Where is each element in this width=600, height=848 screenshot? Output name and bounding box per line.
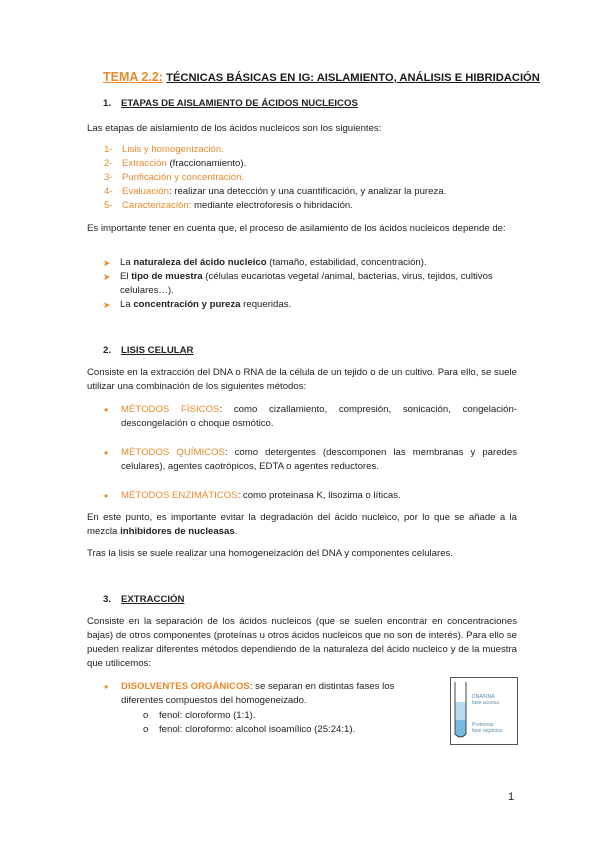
document-title bbox=[103, 70, 540, 85]
section-heading-1 bbox=[103, 97, 358, 111]
paragraph: Consiste en la extracción del DNA o RNA de la célula de un tejido o de un cultivo. Para ello, se suele utilizar una combinación de los siguientes métodos: bbox=[87, 367, 517, 392]
section-heading-2 bbox=[103, 344, 194, 358]
paragraph: Consiste en la separación de los ácidos nucleicos (que se suelen encontrar en concentraciones bajas) de otros componentes (proteínas u otros ácidos nucleicos que no son de interés). Para ello se pueden realizar diferentes métodos dependiendo de la naturaleza del ácido nucleico y de la muestra que utilicemos: bbox=[87, 616, 517, 669]
paragraph: En este punto, es importante evitar la degradación del ácido nucleico, por lo que se añade a la mezcla inhibidores de nucleasas. bbox=[87, 512, 517, 537]
paragraph: Tras la lisis se suele realizar una homogeneización del DNA y componentes celulares. bbox=[87, 548, 453, 559]
title-text: TÉCNICAS BÁSICAS EN IG: AISLAMIENTO, ANÁLISIS E HIBRIDACIÓN bbox=[166, 72, 540, 84]
bullet-dot-icon: • bbox=[104, 403, 109, 417]
section-title: ETAPAS DE AISLAMIENTO DE ÁCIDOS NUCLEICOS bbox=[121, 98, 358, 109]
section-title: LISIS CELULAR bbox=[121, 345, 194, 356]
sub-list-item: o fenol: cloroformo (1:1). bbox=[143, 710, 256, 721]
list-item: 2- Extracción (fraccionamiento). bbox=[104, 158, 247, 169]
list-item: 4- Evaluación: realizar una detección y una cuantificación, y analizar la pureza. bbox=[104, 186, 447, 197]
arrow-bullet-icon: ➤ bbox=[103, 272, 111, 282]
list-item: 5- Caracterización: mediante electroforesis o hibridación. bbox=[104, 200, 353, 211]
tube-label: fase acuosa bbox=[472, 700, 499, 706]
bullet-dot-icon: • bbox=[104, 446, 109, 460]
list-item: • MÉTODOS ENZIMÁTICOS: como proteinasa K, lisozima o líticas. bbox=[104, 489, 401, 503]
tube-label: Proteínas bbox=[472, 722, 494, 728]
arrow-bullet-icon: ➤ bbox=[103, 300, 111, 310]
list-item: ➤ El tipo de muestra (células eucariotas vegetal /animal, bacterias, virus, tejidos, cultivos celulares…). bbox=[103, 271, 493, 296]
section-number: 2. bbox=[103, 345, 112, 356]
page-number: 1 bbox=[508, 791, 515, 803]
title-tema: TEMA 2.2: bbox=[103, 70, 163, 84]
list-item: • MÉTODOS FÍSICOS: como cizallamiento, compresión, sonicación, congelación-descongelación o choque osmótico. bbox=[104, 403, 518, 429]
list-item: • DISOLVENTES ORGÁNICOS: se separan en distintas fases los diferentes compuestos del homogeneizado. bbox=[104, 680, 395, 706]
list-item: ➤ La naturaleza del ácido nucleico (tamaño, estabilidad, concentración). bbox=[103, 257, 427, 268]
test-tube-figure bbox=[450, 677, 518, 745]
section-heading-3 bbox=[103, 593, 184, 607]
section-title: EXTRACCIÓN bbox=[121, 594, 185, 605]
section-number: 1. bbox=[103, 98, 112, 109]
sub-list-item: o fenol: cloroformo: alcohol isoamílico (25:24:1). bbox=[143, 724, 356, 735]
list-item: 1- Lisis y homogenización. bbox=[104, 144, 224, 155]
tube-label: DNA/RNA bbox=[472, 694, 495, 700]
paragraph: Es importante tener en cuenta que, el proceso de asilamiento de los ácidos nucleicos depende de: bbox=[87, 223, 506, 234]
section-number: 3. bbox=[103, 594, 112, 605]
arrow-bullet-icon: ➤ bbox=[103, 258, 111, 268]
bullet-dot-icon: • bbox=[104, 489, 109, 503]
paragraph: Las etapas de aislamiento de los ácidos nucleicos son los siguientes: bbox=[87, 123, 382, 134]
list-item: ➤ La concentración y pureza requeridas. bbox=[103, 299, 292, 310]
list-item: • MÉTODOS QUÍMICOS: como detergentes (descomponen las membranas y paredes celulares), agentes caotrópicos, EDTA o agentes reductores. bbox=[104, 446, 517, 472]
tube-label: fase orgánica bbox=[472, 728, 503, 734]
test-tube-icon bbox=[451, 678, 517, 744]
list-item: 3- Purificación y concentración. bbox=[104, 172, 245, 183]
bullet-dot-icon: • bbox=[104, 680, 109, 694]
